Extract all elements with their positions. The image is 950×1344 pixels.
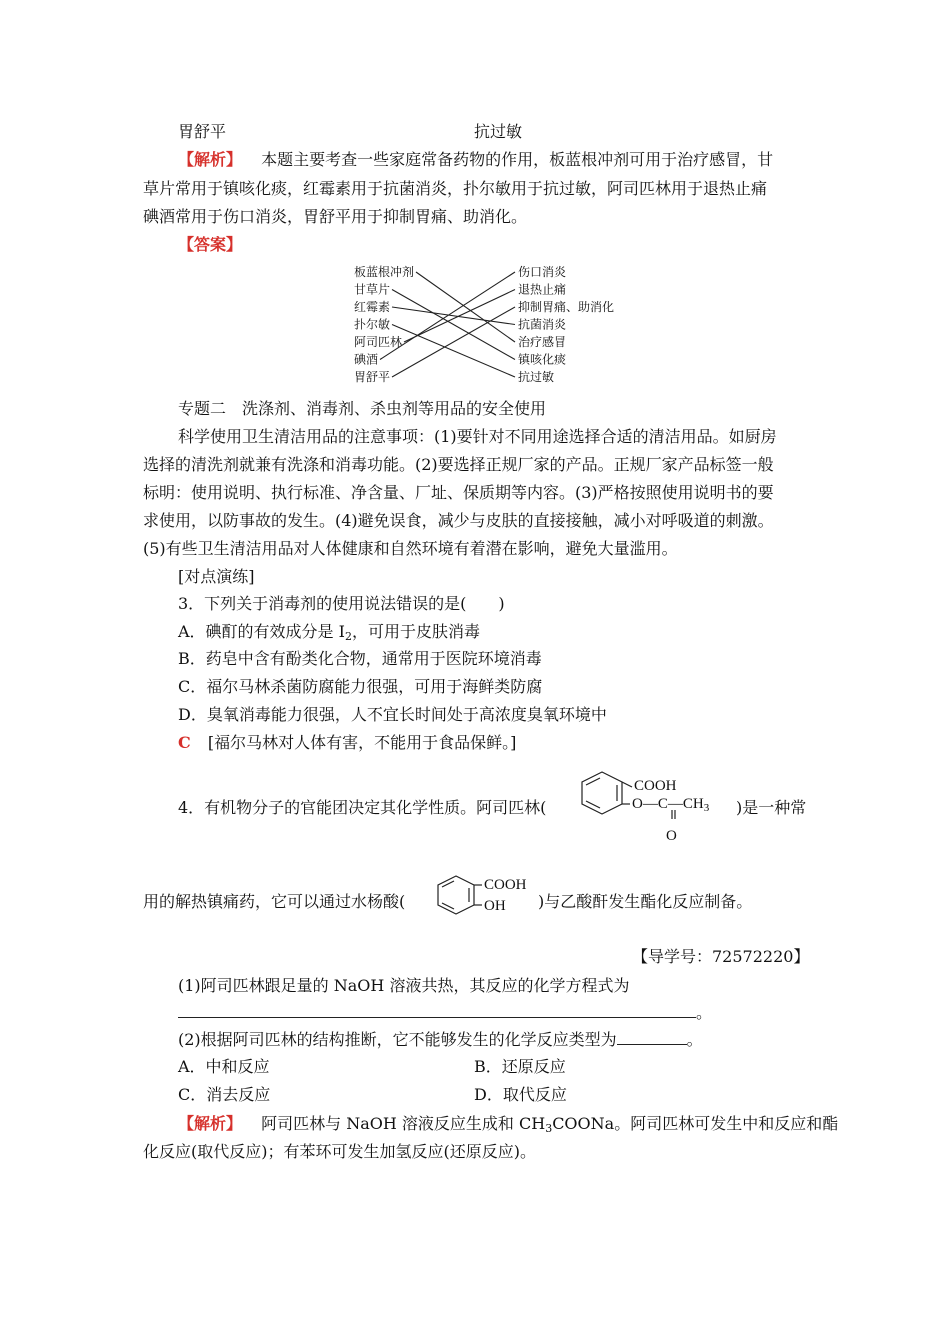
match-left-item: 板蓝根冲剂 xyxy=(354,265,415,279)
q3-option-c: C．福尔马林杀菌防腐能力很强，可用于海鲜类防腐 xyxy=(178,677,543,696)
topic2-para-line4: 求使用，以防事故的发生。(4)避免误食，减少与皮肤的直接接触，减小对呼吸道的刺激。 xyxy=(143,511,774,530)
matching-diagram xyxy=(350,262,650,392)
q4-option-c: C．消去反应 xyxy=(178,1085,271,1104)
match-connector-line xyxy=(392,325,515,378)
q4-sub1-answer-line: 。 xyxy=(178,1002,712,1024)
guide-code: 【导学号：72572220】 xyxy=(632,947,810,966)
q2-analysis-line3: 碘酒常用于伤口消炎，胃舒平用于抑制胃痛、助消化。 xyxy=(143,207,528,226)
q2-analysis-line1: 【解析】 本题主要考查一些家庭常备药物的作用，板蓝根冲剂可用于治疗感冒，甘 xyxy=(178,150,774,169)
topic2-para-line3: 标明：使用说明、执行标准、净含量、厂址、保质期等内容。(3)严格按照使用说明书的要 xyxy=(143,483,774,502)
previous-item-right-label: 抗过敏 xyxy=(474,122,523,141)
match-left-item: 阿司匹林 xyxy=(354,335,403,349)
salicylic-oh: OH xyxy=(484,898,506,914)
aspirin-structure xyxy=(572,764,734,854)
q3-stem: 3．下列关于消毒剂的使用说法错误的是( ) xyxy=(178,594,505,613)
q4-sub1: (1)阿司匹林跟足量的 NaOH 溶液共热，其反应的化学方程式为 xyxy=(178,976,630,995)
practice-heading: [对点演练] xyxy=(178,567,255,586)
topic2-title: 专题二 洗涤剂、消毒剂、杀虫剂等用品的安全使用 xyxy=(178,399,547,418)
q3-option-d: D．臭氧消毒能力很强，人不宜长时间处于高浓度臭氧环境中 xyxy=(178,705,607,724)
topic2-para-line5: (5)有些卫生清洁用品对人体健康和自然环境有着潜在影响，避免大量滥用。 xyxy=(143,539,678,558)
match-right-item: 退热止痛 xyxy=(518,282,567,297)
match-right-item: 治疗感冒 xyxy=(518,335,567,349)
salicylic-cooh: COOH xyxy=(484,877,527,893)
answer-blank[interactable] xyxy=(178,1003,696,1018)
topic2-para-line2: 选择的清洗剂就兼有洗涤和消毒功能。(2)要选择正规厂家的产品。正规厂家产品标签一般 xyxy=(143,455,774,474)
previous-item-left-label: 胃舒平 xyxy=(178,122,227,141)
match-right-item: 抗过敏 xyxy=(518,370,555,384)
q3-answer xyxy=(178,732,516,754)
q4-stem-part2: )是一种常 xyxy=(736,798,807,817)
answer-tag: 【答案】 xyxy=(178,235,243,254)
aspirin-cooh: COOH xyxy=(634,778,677,794)
q4-option-d: D．取代反应 xyxy=(474,1085,567,1104)
q3-answer-letter: C xyxy=(178,733,191,752)
match-left-item: 胃舒平 xyxy=(354,370,391,384)
salicylic-acid-structure xyxy=(428,872,538,924)
topic2-para-line1: 科学使用卫生清洁用品的注意事项：(1)要针对不同用途选择合适的清洁用品。如厨房 xyxy=(178,427,777,446)
q4-analysis-line2: 化反应(取代反应)；有苯环可发生加氢反应(还原反应)。 xyxy=(143,1142,536,1161)
match-right-item: 伤口消炎 xyxy=(518,265,567,279)
analysis-tag: 【解析】 xyxy=(178,1114,243,1133)
match-connector-line xyxy=(380,272,515,360)
q4-stem-part1: 4．有机物分子的官能团决定其化学性质。阿司匹林( xyxy=(178,798,547,817)
q3-explanation: [福尔马林对人体有害，不能用于食品保鲜。] xyxy=(207,733,517,752)
q2-analysis-line2: 草片常用于镇咳化痰，红霉素用于抗菌消炎，扑尔敏用于抗过敏，阿司匹林用于退热止痛 xyxy=(143,179,768,198)
q3-option-b: B．药皂中含有酚类化合物，通常用于医院环境消毒 xyxy=(178,649,542,668)
analysis-tag: 【解析】 xyxy=(178,150,243,169)
q4-analysis-line1: 【解析】 阿司匹林与 NaOH 溶液反应生成和 $CH_3COONa$。阿司匹林可发生中和反应和酯 xyxy=(178,1114,839,1135)
aspirin-carbonyl-o: O xyxy=(666,828,677,844)
answer-blank[interactable] xyxy=(617,1030,687,1045)
q4-line2-part2: )与乙酸酐发生酯化反应制备。 xyxy=(538,892,753,911)
match-left-item: 扑尔敏 xyxy=(354,317,391,332)
match-left-item: 红霉素 xyxy=(354,300,391,314)
match-right-item: 镇咳化痰 xyxy=(518,352,567,367)
match-connector-line xyxy=(404,290,515,343)
q4-line2-part1: 用的解热镇痛药，它可以通过水杨酸( xyxy=(143,892,406,911)
match-right-item: 抑制胃痛、助消化 xyxy=(518,300,615,314)
match-connector-line xyxy=(392,307,515,325)
q4-option-b: B．还原反应 xyxy=(474,1057,566,1076)
match-connector-line xyxy=(392,290,515,360)
match-left-item: 碘酒 xyxy=(354,352,379,367)
aspirin-ester: $O—C—CH_3$ xyxy=(632,796,710,814)
q4-sub2: (2)根据阿司匹林的结构推断，它不能够发生的化学反应类型为 。 xyxy=(178,1030,703,1049)
match-right-item: 抗菌消炎 xyxy=(518,317,567,332)
q4-option-a: A．中和反应 xyxy=(178,1057,270,1076)
q3-option-a: A．碘酊的有效成分是 $I_2$，可用于皮肤消毒 xyxy=(178,622,480,643)
match-connector-line xyxy=(392,307,515,377)
match-left-item: 甘草片 xyxy=(354,282,391,297)
